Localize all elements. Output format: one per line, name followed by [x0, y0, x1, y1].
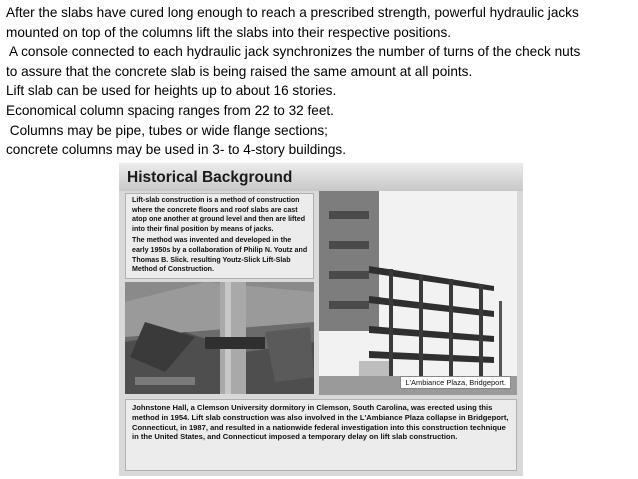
intro-line: Lift slab can be used for heights up to about 16 stories. [6, 83, 337, 99]
photo-caption: L'Ambiance Plaza, Bridgeport. [400, 376, 511, 389]
intro-line: Economical column spacing ranges from 22 to 32 feet. [6, 102, 334, 118]
figure-header [119, 163, 523, 191]
description-paragraph: Lift-slab construction is a method of construction where the concrete floors and roof slabs are cast atop one another at ground level and then are lifted into their final position by means of jacks. [132, 196, 306, 233]
intro-line: concrete columns may be used in 3- to 4-story buildings. [6, 142, 347, 158]
figure-bottom-text: Johnstone Hall, a Clemson University dormitory in Clemson, South Carolina, was erected using this method in 1954. Lift slab construction was also involved in the L'Ambiance Plaza collapse in Bridgeport, Connecticut, in 1987, and resulted in a nationwide federal investigation into this construction technique in the United States, and Connecticut imposed a temporary delay on lift slab construction. [125, 399, 517, 471]
intro-line: to assure that the concrete slab is being raised the same amount at all points. [6, 63, 473, 79]
intro-text [6, 3, 634, 160]
intro-line: mounted on top of the columns lift the slabs into their respective positions. [6, 24, 452, 40]
intro-line: After the slabs have cured long enough to reach a prescribed strength, powerful hydraulic jacks [6, 5, 579, 20]
lambiance-plaza-photo [319, 191, 517, 395]
intro-line: Columns may be pipe, tubes or wide flange sections; [6, 122, 328, 138]
figure-title: Historical Background [127, 169, 293, 186]
intro-line: A console connected to each hydraulic jack synchronizes the number of turns of the check nuts [6, 44, 581, 60]
historical-background-figure [119, 163, 523, 476]
description-paragraph: The method was invented and developed in the early 1950s by a collaboration of Philip N. Youtz and Thomas B. Slick. resulting Youtz-Slick Lift-Slab Method of Construction. [132, 236, 308, 274]
figure-description [125, 193, 314, 279]
column-jack-photo [125, 282, 314, 394]
